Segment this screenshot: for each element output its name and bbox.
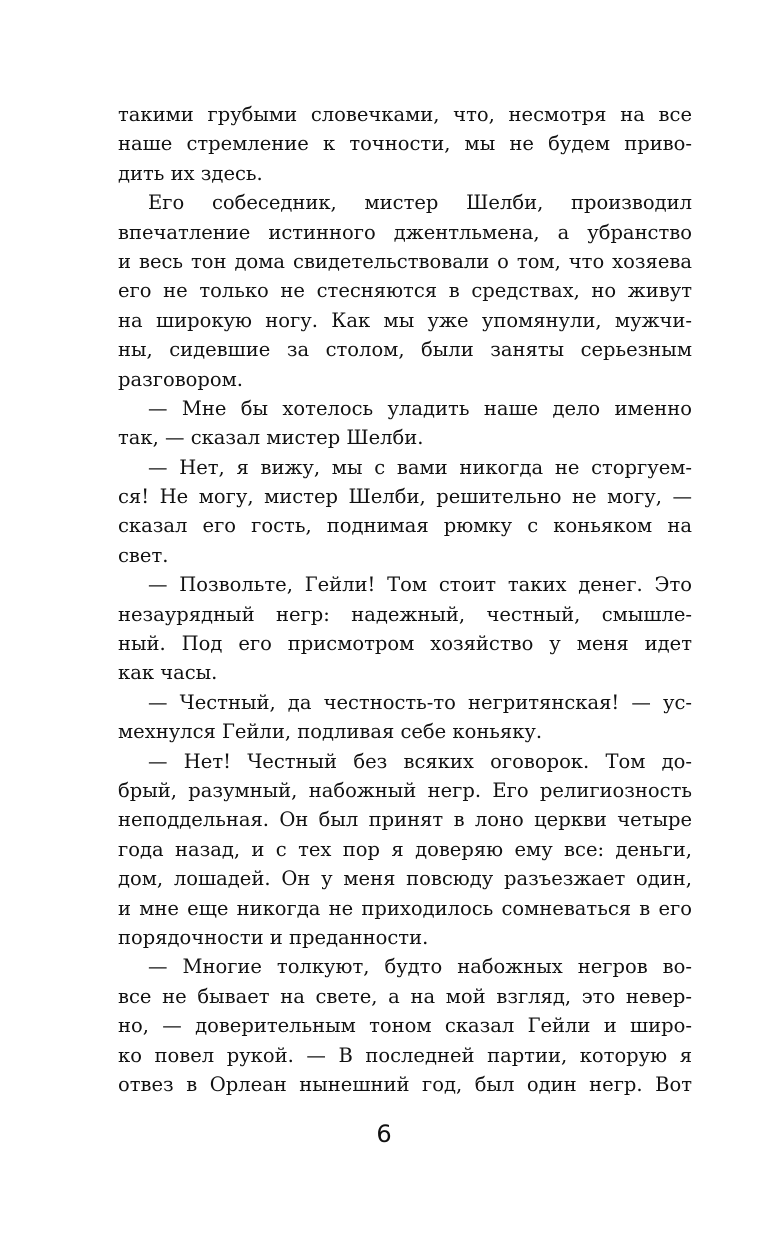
text-line: и мне еще никогда не приходилось сомневаться в его xyxy=(118,896,692,920)
text-line: мехнулся Гейли, подливая себе коньяку. xyxy=(118,720,543,744)
text-line: — Нет, я вижу, мы с вами никогда не сторгуем- xyxy=(148,455,692,479)
paragraph xyxy=(118,688,692,747)
text-line: Его собеседник, мистер Шелби, производил xyxy=(148,191,692,215)
paragraph xyxy=(118,747,692,953)
paragraph xyxy=(118,188,692,394)
text-line: — Многие толкуют, будто набожных негров во- xyxy=(148,955,692,979)
text-line: незаурядный негр: надежный, честный, смышле- xyxy=(118,602,692,626)
text-line: так, — сказал мистер Шелби. xyxy=(118,426,424,450)
text-line: но, — доверительным тоном сказал Гейли и широ- xyxy=(118,1014,692,1038)
paragraph xyxy=(118,570,692,688)
text-line: впечатление истинного джентльмена, а убранство xyxy=(118,220,692,244)
text-line: отвез в Орлеан нынешний год, был один негр. Вот xyxy=(118,1072,692,1096)
paragraph xyxy=(118,394,692,453)
text-line: — Честный, да честность-то негритянская! — ус- xyxy=(148,690,692,714)
text-line: дом, лошадей. Он у меня повсюду разъезжает один, xyxy=(118,867,692,891)
text-line: ны, сидевшие за столом, были заняты серьезным xyxy=(118,338,692,362)
text-line: все не бывает на свете, а на мой взгляд, это невер- xyxy=(118,984,692,1008)
text-line: неподдельная. Он был принят в лоно церкви четыре xyxy=(118,808,692,832)
text-line: дить их здесь. xyxy=(118,161,263,185)
text-line: наше стремление к точности, мы не будем приво- xyxy=(118,132,692,156)
text-line: сказал его гость, поднимая рюмку с коньяком на xyxy=(118,514,692,538)
text-line: разговором. xyxy=(118,367,244,391)
paragraph xyxy=(118,952,692,1099)
text-line: года назад, и с тех пор я доверяю ему все: деньги, xyxy=(118,837,692,861)
text-line: его не только не стесняются в средствах, но живут xyxy=(118,279,692,303)
text-line: на широкую ногу. Как мы уже упомянули, мужчи- xyxy=(118,308,692,332)
text-line: — Позвольте, Гейли! Том стоит таких денег. Это xyxy=(148,573,692,597)
text-line: и весь тон дома свидетельствовали о том, что хозяева xyxy=(118,249,692,273)
paragraph xyxy=(118,453,692,571)
text-line: — Мне бы хотелось уладить наше дело именно xyxy=(148,396,692,420)
paragraph xyxy=(118,100,692,188)
text-line: ся! Не могу, мистер Шелби, решительно не могу, — xyxy=(118,485,692,509)
text-line: как часы. xyxy=(118,661,218,685)
text-line: свет. xyxy=(118,543,169,567)
text-line: такими грубыми словечками, что, несмотря на все xyxy=(118,103,692,126)
page-number: 6 xyxy=(376,1120,392,1148)
text-line: брый, разумный, набожный негр. Его религиозность xyxy=(118,778,692,802)
text-body xyxy=(118,100,692,1099)
text-line: — Нет! Честный без всяких оговорок. Том до- xyxy=(148,749,692,773)
text-line: ный. Под его присмотром хозяйство у меня идет xyxy=(118,632,692,656)
text-line: порядочности и преданности. xyxy=(118,925,429,949)
text-line: ко повел рукой. — В последней партии, которую я xyxy=(118,1043,692,1067)
